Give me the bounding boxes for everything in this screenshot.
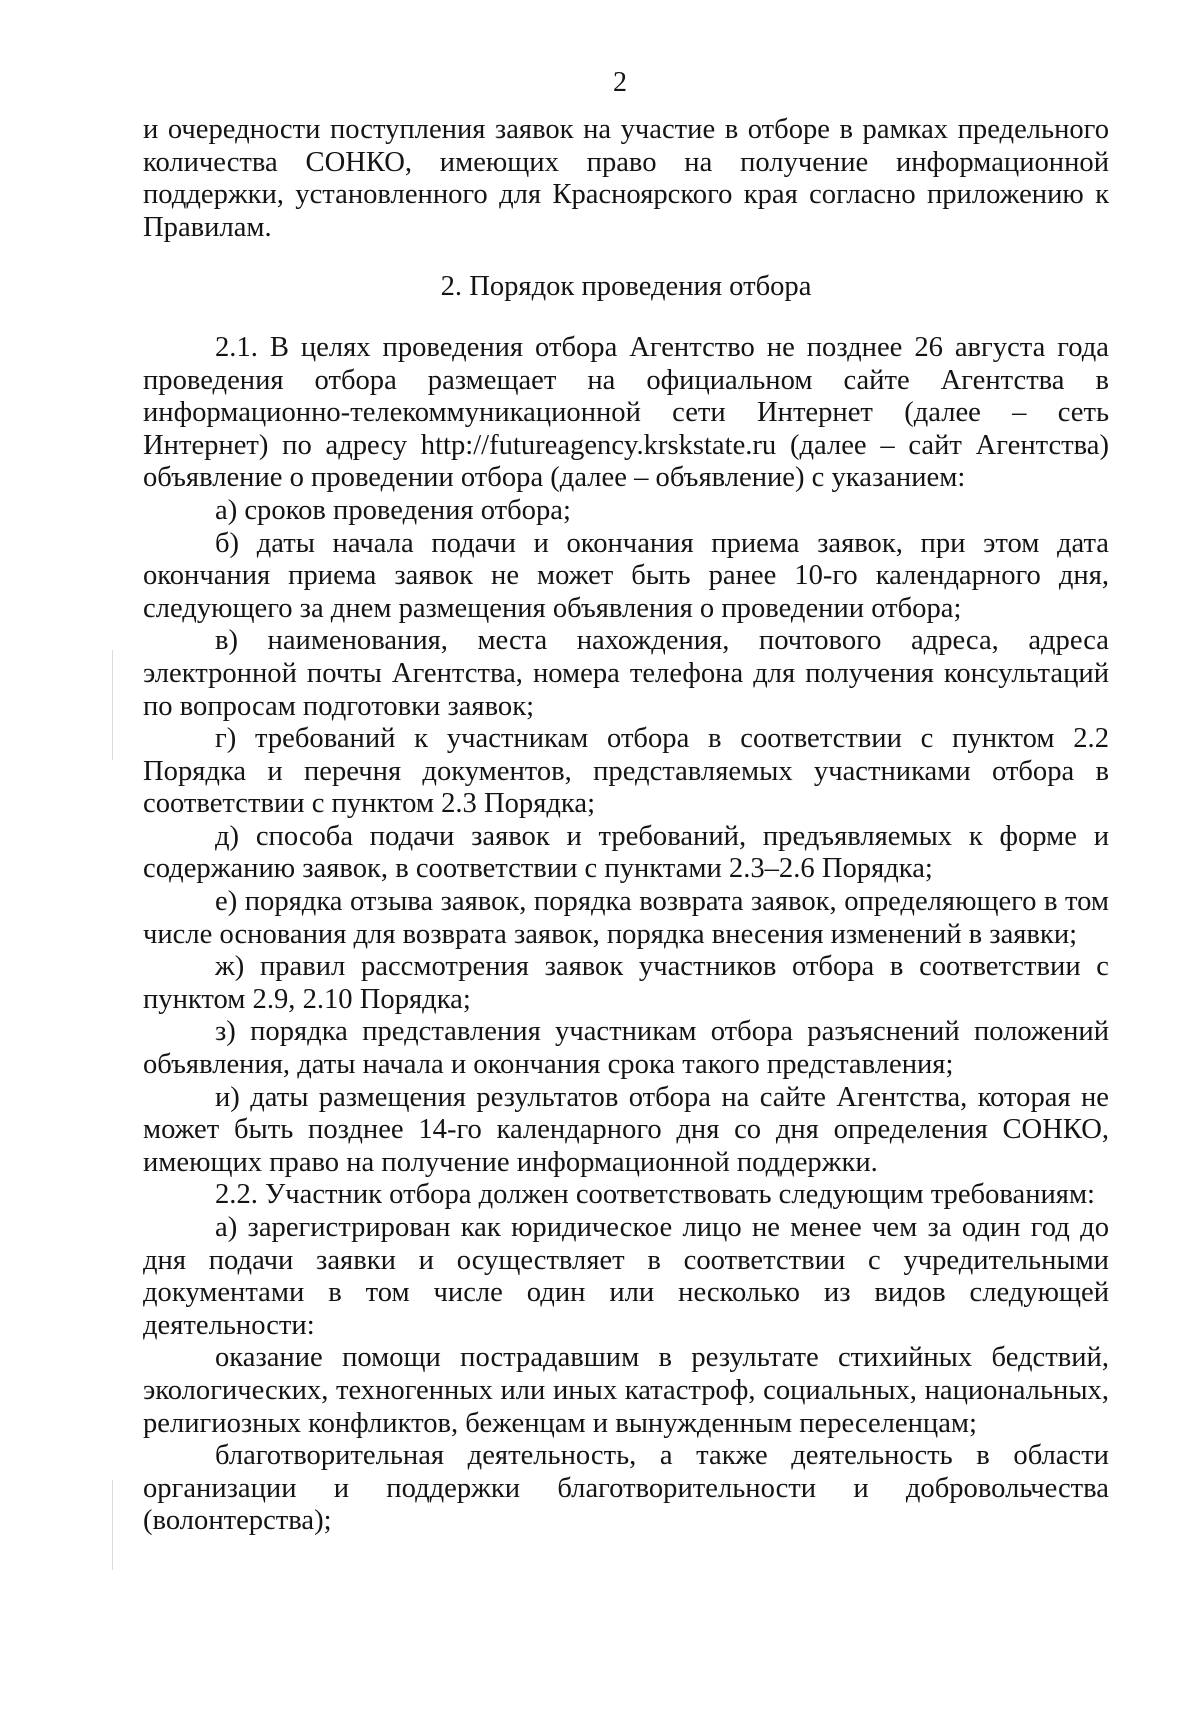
scan-artifact-line — [112, 650, 113, 760]
list-item-v: в) наименования, места нахождения, почтового адреса, адреса электронной почты Агентства, номера телефона для получения консультаций по вопросам подготовки заявок; — [143, 625, 1109, 722]
list-item-z: з) порядка представления участникам отбора разъяснений положений объявления, даты начала и окончания срока такого представления; — [143, 1016, 1109, 1081]
paragraph-continuation: и очередности поступления заявок на участие в отборе в рамках предельного количества СОНКО, имеющих право на получение информационной поддержки, установленного для Красноярского края согласно приложению к Правилам. — [143, 114, 1109, 243]
scan-artifact-line — [112, 1480, 113, 1570]
activity-item: оказание помощи пострадавшим в результате стихийных бедствий, экологических, техногенных или иных катастроф, социальных, национальных, религиозных конфликтов, беженцам и вынужденным переселенцам; — [143, 1342, 1109, 1439]
paragraph-2-2: 2.2. Участник отбора должен соответствовать следующим требованиям: — [215, 1179, 1095, 1211]
list-item-zh: ж) правил рассмотрения заявок участников отбора в соответствии с пунктом 2.9, 2.10 Порядка; — [143, 951, 1109, 1015]
list-item-i: и) даты размещения результатов отбора на сайте Агентства, которая не может быть позднее 14-го календарного дня со дня определения СОНКО, имеющих право на получение информационной поддержки. — [143, 1081, 1109, 1178]
paragraph-2-1: 2.1. В целях проведения отбора Агентство не позднее 26 августа года проведения отбора размещает на официальном сайте Агентства в информационно-телекоммуникационной сети Интернет (далее – сеть Интернет) по адресу http://futureagency.krskstate.ru (далее – сайт Агентства) объявление о проведении отбора (далее – объявление) с указанием: — [143, 331, 1109, 494]
list-item-d: д) способа подачи заявок и требований, предъявляемых к форме и содержанию заявок, в соответствии с пунктами 2.3–2.6 Порядка; — [143, 820, 1109, 885]
list-item-a: а) сроков проведения отбора; — [215, 494, 571, 526]
list-item-g: г) требований к участникам отбора в соответствии с пунктом 2.2 Порядка и перечня документов, представляемых участниками отбора в соответствии с пунктом 2.3 Порядка; — [143, 723, 1109, 820]
document-body — [143, 114, 1109, 1538]
page-number: 2 — [613, 67, 627, 98]
requirement-a: а) зарегистрирован как юридическое лицо не менее чем за один год до дня подачи заявки и осуществляет в соответствии с учредительными документами в том числе один или несколько из видов следующей деятельности: — [143, 1212, 1109, 1341]
list-item-b: б) даты начала подачи и окончания приема заявок, при этом дата окончания приема заявок не может быть ранее 10-го календарного дня, следующего за днем размещения объявления о проведении отбора; — [143, 527, 1109, 624]
activity-item: благотворительная деятельность, а также деятельность в области организации и поддержки благотворительности и добровольчества (волонтерства); — [143, 1440, 1109, 1537]
section-heading: 2. Порядок проведения отбора — [440, 271, 812, 303]
list-item-e: е) порядка отзыва заявок, порядка возврата заявок, определяющего в том числе основания для возврата заявок, порядка внесения изменений в заявки; — [143, 886, 1109, 950]
